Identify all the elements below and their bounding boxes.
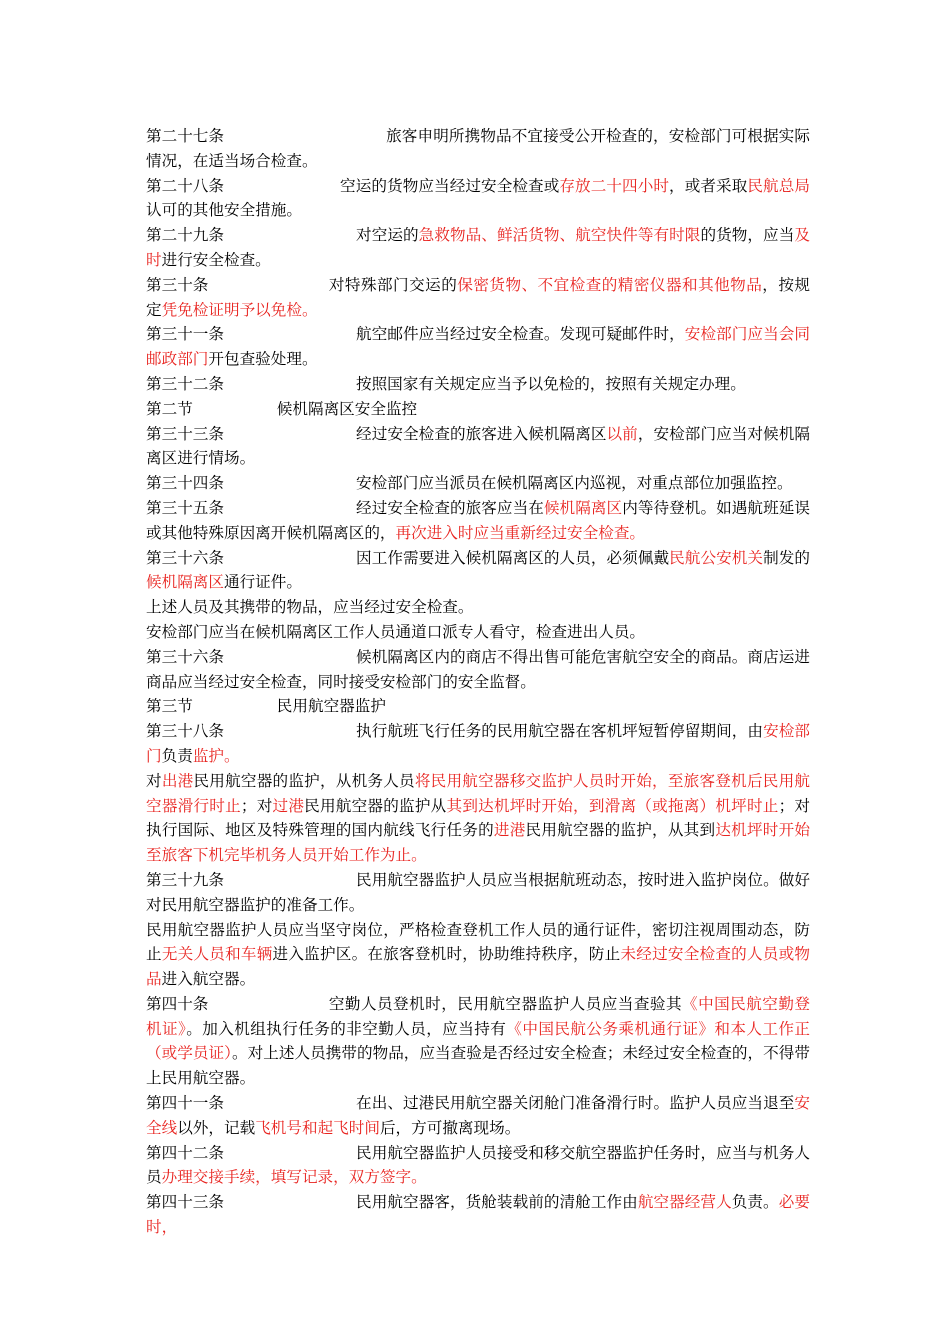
body-text: 空勤人员登机时，民用航空器监护人员应当查验其: [328, 994, 683, 1013]
highlighted-text: 无关人员和车辆: [161, 945, 273, 964]
article-paragraph: [146, 422, 810, 472]
body-text: 候机隔离区内的商店不得出售可能危害航空安全的商品。商店运进商品应当经过安全检查，同时接受安检部门的安全监督。: [146, 647, 810, 691]
article-paragraph: [146, 223, 810, 273]
body-text: 按照国家有关规定应当予以免检的，按照有关规定办理。: [355, 374, 746, 393]
highlighted-text: 出港: [161, 771, 194, 790]
body-text: ；对: [240, 796, 273, 815]
highlighted-text: 以前: [606, 424, 638, 443]
article-paragraph: [146, 496, 810, 546]
article-number: 第二十八条: [146, 176, 224, 195]
article-paragraph: [146, 372, 810, 397]
highlighted-text: 民航公安机关: [669, 548, 764, 567]
body-text: 内等待登机。如遇航班延误或其他特殊原因离开候机隔离区的，: [146, 498, 810, 542]
body-text: ，安检部门应当对候机隔离区进行情场。: [146, 424, 810, 468]
body-text: 民用航空器监护: [276, 697, 386, 716]
body-text: ，按规定: [146, 275, 810, 319]
highlighted-text: 达机坪时开始至旅客下机完毕机务人员开始工作为止。: [146, 821, 810, 865]
article-number: 第三十六条: [146, 647, 224, 666]
body-text: 认可的其他安全措施。: [146, 201, 302, 220]
highlighted-text: 安检部门: [146, 722, 810, 765]
article-number: 第二十九条: [146, 226, 224, 245]
article-paragraph: [146, 992, 810, 1091]
body-text: 的货物，应当: [700, 226, 795, 245]
article-paragraph: [146, 595, 810, 620]
article-paragraph: [146, 124, 810, 174]
body-text: 进入监护区。在旅客登机时，协助维持秩序，防止: [272, 945, 621, 964]
highlighted-text: 监护。: [192, 746, 240, 765]
article-paragraph: [146, 719, 810, 769]
article-number: 第三十八条: [146, 722, 224, 741]
regulation-text-body: [146, 124, 810, 1240]
body-text: 对特殊部门交运的: [328, 275, 458, 294]
article-number: 第三十六条: [146, 548, 224, 567]
article-paragraph: [146, 1190, 810, 1240]
highlighted-text: 安全线: [146, 1094, 810, 1137]
article-number: 第三十条: [146, 275, 209, 294]
body-text: 空运的货物应当经过安全检查或: [339, 176, 560, 195]
body-text: 经过安全检查的旅客应当在: [355, 498, 544, 517]
body-text: 负责。: [731, 1193, 779, 1212]
body-text: 开包查验处理。: [208, 350, 318, 369]
article-paragraph: [146, 546, 810, 596]
article-number: 第二十七条: [146, 127, 224, 145]
article-paragraph: [146, 471, 810, 496]
article-number: 第三十三条: [146, 424, 224, 443]
body-text: ；对执行国际、地区及特殊管理的国内航线飞行任务的: [146, 796, 810, 840]
highlighted-text: 过港: [272, 796, 305, 815]
highlighted-text: 未经过安全检查的人员或物品: [146, 945, 810, 989]
highlighted-text: 再次进入时应当重新经过安全检查。: [395, 523, 646, 542]
article-number: 第三节: [146, 697, 193, 716]
body-text: 以外，记载: [177, 1118, 256, 1137]
article-number: 第二节: [146, 399, 193, 418]
article-paragraph: [146, 273, 810, 323]
article-paragraph: [146, 645, 810, 695]
article-number: 第四十二条: [146, 1143, 224, 1162]
article-paragraph: [146, 174, 810, 224]
highlighted-text: 保密货物、不宜检查的精密仪器和其他物品: [457, 275, 763, 294]
highlighted-text: 《中国民航公务乘机通行证》和本人工作正（或学员证）: [146, 1019, 810, 1063]
highlighted-text: 民航总局: [747, 176, 810, 195]
highlighted-text: 必要时，: [146, 1193, 810, 1237]
body-text: 民用航空器监护人员应当根据航班动态，按时进入监护岗位。做好对民用航空器监护的准备工作。: [146, 870, 810, 914]
highlighted-text: 其到达机坪时开始，到滑离（或拖离）机坪时止: [446, 796, 779, 815]
body-text: 安检部门应当在候机隔离区工作人员通道口派专人看守，检查进出人员。: [146, 622, 646, 641]
body-text: 进行安全检查。: [161, 250, 271, 269]
body-text: ，或者采取: [669, 176, 748, 195]
article-paragraph: [146, 694, 810, 719]
highlighted-text: 存放二十四小时: [559, 176, 670, 195]
highlighted-text: 航空器经营人: [637, 1193, 732, 1212]
body-text: 制发的: [763, 548, 810, 567]
body-text: 后，方可撤离现场。: [379, 1118, 521, 1137]
article-paragraph: [146, 397, 810, 422]
highlighted-text: 急救物品、鲜活货物、航空快件等有时限: [418, 226, 701, 245]
body-text: 通行证件。: [223, 573, 302, 592]
body-text: 民用航空器监护人员接受和移交航空器监护任务时，应当与机务人员: [146, 1143, 810, 1187]
highlighted-text: 候机隔离区: [543, 498, 623, 517]
article-number: 第三十四条: [146, 474, 224, 493]
highlighted-text: 《中国民航空勤登机证》: [146, 994, 810, 1038]
highlighted-text: 办理交接手续，填写记录，双方签字。: [161, 1168, 427, 1187]
body-text: 因工作需要进入候机隔离区的人员，必须佩戴: [355, 548, 670, 567]
body-text: 候机隔离区安全监控: [276, 399, 418, 418]
article-number: 第三十九条: [146, 870, 224, 889]
highlighted-text: 凭免检证明予以免检。: [161, 300, 318, 319]
body-text: 安检部门应当派员在候机隔离区内巡视，对重点部位加强监控。: [355, 474, 793, 493]
article-paragraph: [146, 322, 810, 372]
body-text: 民用航空器的监护，从机务人员: [193, 771, 415, 790]
body-text: 经过安全检查的旅客进入候机隔离区: [355, 424, 607, 443]
highlighted-text: 安检部门应当会同邮政部门: [146, 325, 810, 369]
article-number: 第四十一条: [146, 1094, 224, 1113]
article-number: 第四十条: [146, 994, 209, 1013]
body-text: 。对上述人员携带的物品，应当查验是否经过安全检查；未经过安全检查的，不得带上民用航空器。: [146, 1044, 810, 1088]
article-paragraph: [146, 1141, 810, 1191]
body-text: 对: [146, 771, 162, 790]
body-text: 负责: [161, 746, 193, 765]
highlighted-text: 及时: [146, 226, 810, 269]
body-text: 对空运的: [355, 226, 419, 245]
article-paragraph: [146, 769, 810, 868]
body-text: 在出、过港民用航空器关闭舱门准备滑行时。监护人员应当退至: [355, 1094, 795, 1113]
highlighted-text: 候机隔离区: [146, 573, 224, 592]
body-text: 民用航空器客，货舱装载前的清舱工作由: [355, 1193, 638, 1212]
article-number: 第三十二条: [146, 374, 224, 393]
body-text: 进入航空器。: [161, 970, 256, 989]
article-paragraph: [146, 1091, 810, 1141]
article-number: 第三十五条: [146, 498, 224, 517]
highlighted-text: 将民用航空器移交监护人员时开始，至旅客登机后民用航空器滑行时止: [146, 771, 810, 815]
body-text: 执行航班飞行任务的民用航空器在客机坪短暂停留期间，由: [355, 722, 764, 741]
article-paragraph: [146, 620, 810, 645]
body-text: 民用航空器监护人员应当坚守岗位，严格检查登机工作人员的通行证件，密切注视周围动态，防止: [146, 920, 810, 964]
article-paragraph: [146, 918, 810, 992]
body-text: 航空邮件应当经过安全检查。发现可疑邮件时，: [355, 325, 685, 344]
body-text: 旅客申明所携物品不宜接受公开检查的，安检部门可根据实际情况，在适当场合检查。: [146, 127, 810, 170]
highlighted-text: 飞机号和起飞时间: [255, 1118, 380, 1137]
article-number: 第四十三条: [146, 1193, 224, 1212]
article-paragraph: [146, 868, 810, 918]
highlighted-text: 进港: [493, 821, 526, 840]
body-text: 民用航空器的监护从: [304, 796, 447, 815]
body-text: 民用航空器的监护，从其到: [525, 821, 716, 840]
article-number: 第三十一条: [146, 325, 224, 344]
body-text: 。加入机组执行任务的非空勤人员，应当持有: [186, 1019, 507, 1038]
body-text: 上述人员及其携带的物品，应当经过安全检查。: [146, 598, 474, 617]
